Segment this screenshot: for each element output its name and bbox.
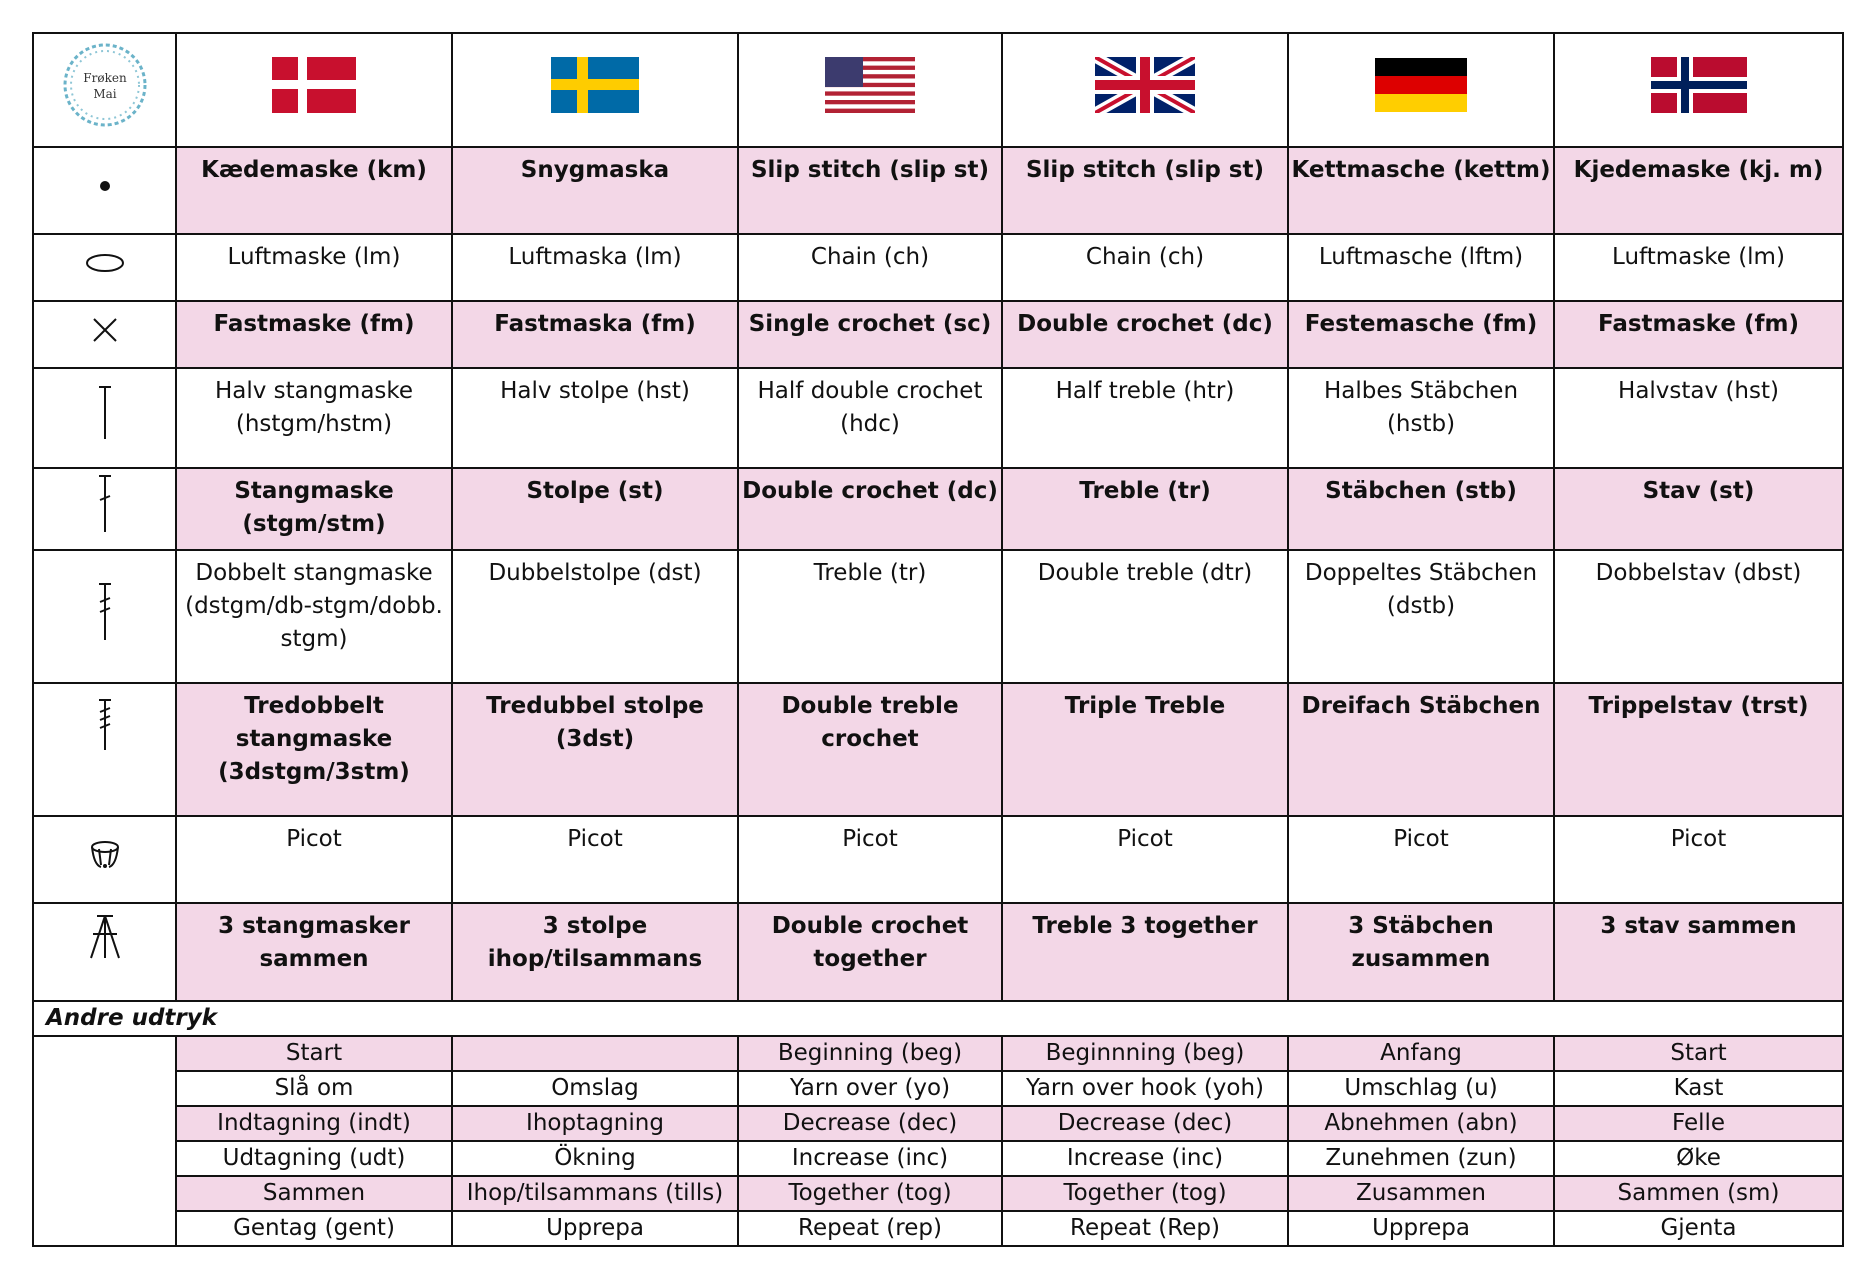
term-cell: Treble (tr) xyxy=(738,550,1002,683)
oval-symbol-icon xyxy=(83,249,127,277)
three-together-symbol-icon xyxy=(83,912,127,962)
stitch-row xyxy=(33,147,1843,234)
other-term-cell: Beginning (beg) xyxy=(738,1036,1002,1071)
term-cell: 3 stangmasker sammen xyxy=(176,903,452,1001)
other-term-cell: Kast xyxy=(1554,1071,1843,1106)
symbol-cell xyxy=(33,816,176,903)
stitch-row xyxy=(33,234,1843,301)
other-term-cell: Start xyxy=(1554,1036,1843,1071)
term-cell: Half double crochet (hdc) xyxy=(738,368,1002,468)
flag-cell-germany xyxy=(1288,33,1554,147)
cross-symbol-icon xyxy=(88,313,122,347)
term-cell: Dobbelt stangmaske (dstgm/db-stgm/dobb. stgm) xyxy=(176,550,452,683)
term-cell: Double crochet together xyxy=(738,903,1002,1001)
other-term-row xyxy=(33,1211,1843,1246)
term-cell: Picot xyxy=(738,816,1002,903)
other-term-cell: Ihoptagning xyxy=(452,1106,738,1141)
term-cell: Stav (st) xyxy=(1554,468,1843,550)
term-cell: Single crochet (sc) xyxy=(738,301,1002,368)
term-cell: Kædemaske (km) xyxy=(176,147,452,234)
other-term-cell: Start xyxy=(176,1036,452,1071)
other-term-row xyxy=(33,1176,1843,1211)
other-term-row xyxy=(33,1071,1843,1106)
term-cell: Double treble (dtr) xyxy=(1002,550,1288,683)
other-term-cell: Sammen xyxy=(176,1176,452,1211)
term-cell: Luftmaska (lm) xyxy=(452,234,738,301)
other-term-cell: Increase (inc) xyxy=(738,1141,1002,1176)
stitch-row xyxy=(33,903,1843,1001)
usa-flag-icon xyxy=(825,57,915,113)
t-symbol-icon xyxy=(90,383,120,443)
other-term-cell: Yarn over (yo) xyxy=(738,1071,1002,1106)
term-cell: Kjedemaske (kj. m) xyxy=(1554,147,1843,234)
term-cell: Tredubbel stolpe (3dst) xyxy=(452,683,738,816)
symbol-cell xyxy=(33,468,176,550)
term-cell: Picot xyxy=(1002,816,1288,903)
other-term-cell: Udtagning (udt) xyxy=(176,1141,452,1176)
other-term-cell: Umschlag (u) xyxy=(1288,1071,1554,1106)
crochet-terms-table xyxy=(32,32,1844,1247)
t-three-bar-symbol-icon xyxy=(90,696,120,754)
other-term-cell: Indtagning (indt) xyxy=(176,1106,452,1141)
other-term-cell: Øke xyxy=(1554,1141,1843,1176)
stitch-row xyxy=(33,301,1843,368)
other-term-cell xyxy=(452,1036,738,1071)
term-cell: Tredobbelt stangmaske (3dstgm/3stm) xyxy=(176,683,452,816)
symbol-cell xyxy=(33,147,176,234)
other-term-cell: Gjenta xyxy=(1554,1211,1843,1246)
term-cell: Stäbchen (stb) xyxy=(1288,468,1554,550)
term-cell: Fastmaske (fm) xyxy=(1554,301,1843,368)
term-cell: Fastmaska (fm) xyxy=(452,301,738,368)
term-cell: 3 stolpe ihop/tilsammans xyxy=(452,903,738,1001)
term-cell: Dubbelstolpe (dst) xyxy=(452,550,738,683)
term-cell: Double treble crochet xyxy=(738,683,1002,816)
term-cell: Stolpe (st) xyxy=(452,468,738,550)
logo-text-top: Frøken xyxy=(82,71,127,85)
symbol-cell xyxy=(33,368,176,468)
term-cell: Picot xyxy=(1288,816,1554,903)
term-cell: Double crochet (dc) xyxy=(1002,301,1288,368)
other-term-cell: Repeat (Rep) xyxy=(1002,1211,1288,1246)
logo-text-bottom: Mai xyxy=(92,87,117,101)
term-cell: Kettmasche (kettm) xyxy=(1288,147,1554,234)
other-term-cell: Ihop/tilsammans (tills) xyxy=(452,1176,738,1211)
other-term-cell: Sammen (sm) xyxy=(1554,1176,1843,1211)
term-cell: Slip stitch (slip st) xyxy=(1002,147,1288,234)
other-term-row xyxy=(33,1036,1843,1071)
flag-cell-denmark xyxy=(176,33,452,147)
term-cell: Dreifach Stäbchen xyxy=(1288,683,1554,816)
flag-cell-norway xyxy=(1554,33,1843,147)
term-cell: Trippelstav (trst) xyxy=(1554,683,1843,816)
other-term-row xyxy=(33,1141,1843,1176)
term-cell: 3 stav sammen xyxy=(1554,903,1843,1001)
other-term-cell: Decrease (dec) xyxy=(1002,1106,1288,1141)
other-term-cell: Felle xyxy=(1554,1106,1843,1141)
stitch-row xyxy=(33,550,1843,683)
term-cell: Half treble (htr) xyxy=(1002,368,1288,468)
symbol-cell xyxy=(33,683,176,816)
uk-flag-icon xyxy=(1095,57,1195,113)
other-term-cell: Slå om xyxy=(176,1071,452,1106)
term-cell: Chain (ch) xyxy=(738,234,1002,301)
term-cell: Triple Treble xyxy=(1002,683,1288,816)
other-terms-label: Andre udtryk xyxy=(33,1001,1843,1036)
term-cell: Stangmaske (stgm/stm) xyxy=(176,468,452,550)
other-term-cell: Abnehmen (abn) xyxy=(1288,1106,1554,1141)
other-term-cell: Increase (inc) xyxy=(1002,1141,1288,1176)
other-term-cell: Ökning xyxy=(452,1141,738,1176)
symbol-cell xyxy=(33,550,176,683)
sweden-flag-icon xyxy=(551,57,639,113)
denmark-flag-icon xyxy=(272,57,356,113)
term-cell: Chain (ch) xyxy=(1002,234,1288,301)
other-term-cell: Anfang xyxy=(1288,1036,1554,1071)
other-term-cell: Zusammen xyxy=(1288,1176,1554,1211)
other-term-cell: Together (tog) xyxy=(738,1176,1002,1211)
term-cell: Picot xyxy=(176,816,452,903)
flag-cell-sweden xyxy=(452,33,738,147)
term-cell: Luftmasche (lftm) xyxy=(1288,234,1554,301)
term-cell: Halv stolpe (hst) xyxy=(452,368,738,468)
flag-cell-usa xyxy=(738,33,1002,147)
term-cell: Picot xyxy=(452,816,738,903)
stitch-row xyxy=(33,368,1843,468)
header-row xyxy=(33,33,1843,147)
other-term-cell: Omslag xyxy=(452,1071,738,1106)
term-cell: Festemasche (fm) xyxy=(1288,301,1554,368)
term-cell: Slip stitch (slip st) xyxy=(738,147,1002,234)
term-cell: Halv stangmaske (hstgm/hstm) xyxy=(176,368,452,468)
logo-cell xyxy=(33,33,176,147)
term-cell: 3 Stäbchen zusammen xyxy=(1288,903,1554,1001)
norway-flag-icon xyxy=(1651,57,1747,113)
other-term-cell: Yarn over hook (yoh) xyxy=(1002,1071,1288,1106)
t-one-bar-symbol-icon xyxy=(90,472,120,536)
other-term-cell: Repeat (rep) xyxy=(738,1211,1002,1246)
term-cell: Halvstav (hst) xyxy=(1554,368,1843,468)
other-terms-symbol-blank xyxy=(33,1036,176,1246)
other-terms-header-row xyxy=(33,1001,1843,1036)
term-cell: Picot xyxy=(1554,816,1843,903)
symbol-cell xyxy=(33,301,176,368)
picot-symbol-icon xyxy=(85,835,125,875)
other-term-cell: Decrease (dec) xyxy=(738,1106,1002,1141)
other-term-row xyxy=(33,1106,1843,1141)
other-term-cell: Beginnning (beg) xyxy=(1002,1036,1288,1071)
stitch-row xyxy=(33,816,1843,903)
other-term-cell: Zunehmen (zun) xyxy=(1288,1141,1554,1176)
term-cell: Treble 3 together xyxy=(1002,903,1288,1001)
t-two-bar-symbol-icon xyxy=(90,580,120,644)
term-cell: Treble (tr) xyxy=(1002,468,1288,550)
flag-cell-uk xyxy=(1002,33,1288,147)
term-cell: Doppeltes Stäbchen (dstb) xyxy=(1288,550,1554,683)
stitch-row xyxy=(33,683,1843,816)
term-cell: Snygmaska xyxy=(452,147,738,234)
term-cell: Luftmaske (lm) xyxy=(176,234,452,301)
term-cell: Luftmaske (lm) xyxy=(1554,234,1843,301)
term-cell: Dobbelstav (dbst) xyxy=(1554,550,1843,683)
froken-mai-logo xyxy=(57,37,153,133)
germany-flag-icon xyxy=(1375,58,1467,112)
term-cell: Double crochet (dc) xyxy=(738,468,1002,550)
other-term-cell: Gentag (gent) xyxy=(176,1211,452,1246)
term-cell: Fastmaske (fm) xyxy=(176,301,452,368)
dot-symbol-icon xyxy=(90,171,120,201)
symbol-cell xyxy=(33,903,176,1001)
other-term-cell: Upprepa xyxy=(452,1211,738,1246)
term-cell: Halbes Stäbchen (hstb) xyxy=(1288,368,1554,468)
other-term-cell: Together (tog) xyxy=(1002,1176,1288,1211)
other-term-cell: Upprepa xyxy=(1288,1211,1554,1246)
stitch-row xyxy=(33,468,1843,550)
symbol-cell xyxy=(33,234,176,301)
